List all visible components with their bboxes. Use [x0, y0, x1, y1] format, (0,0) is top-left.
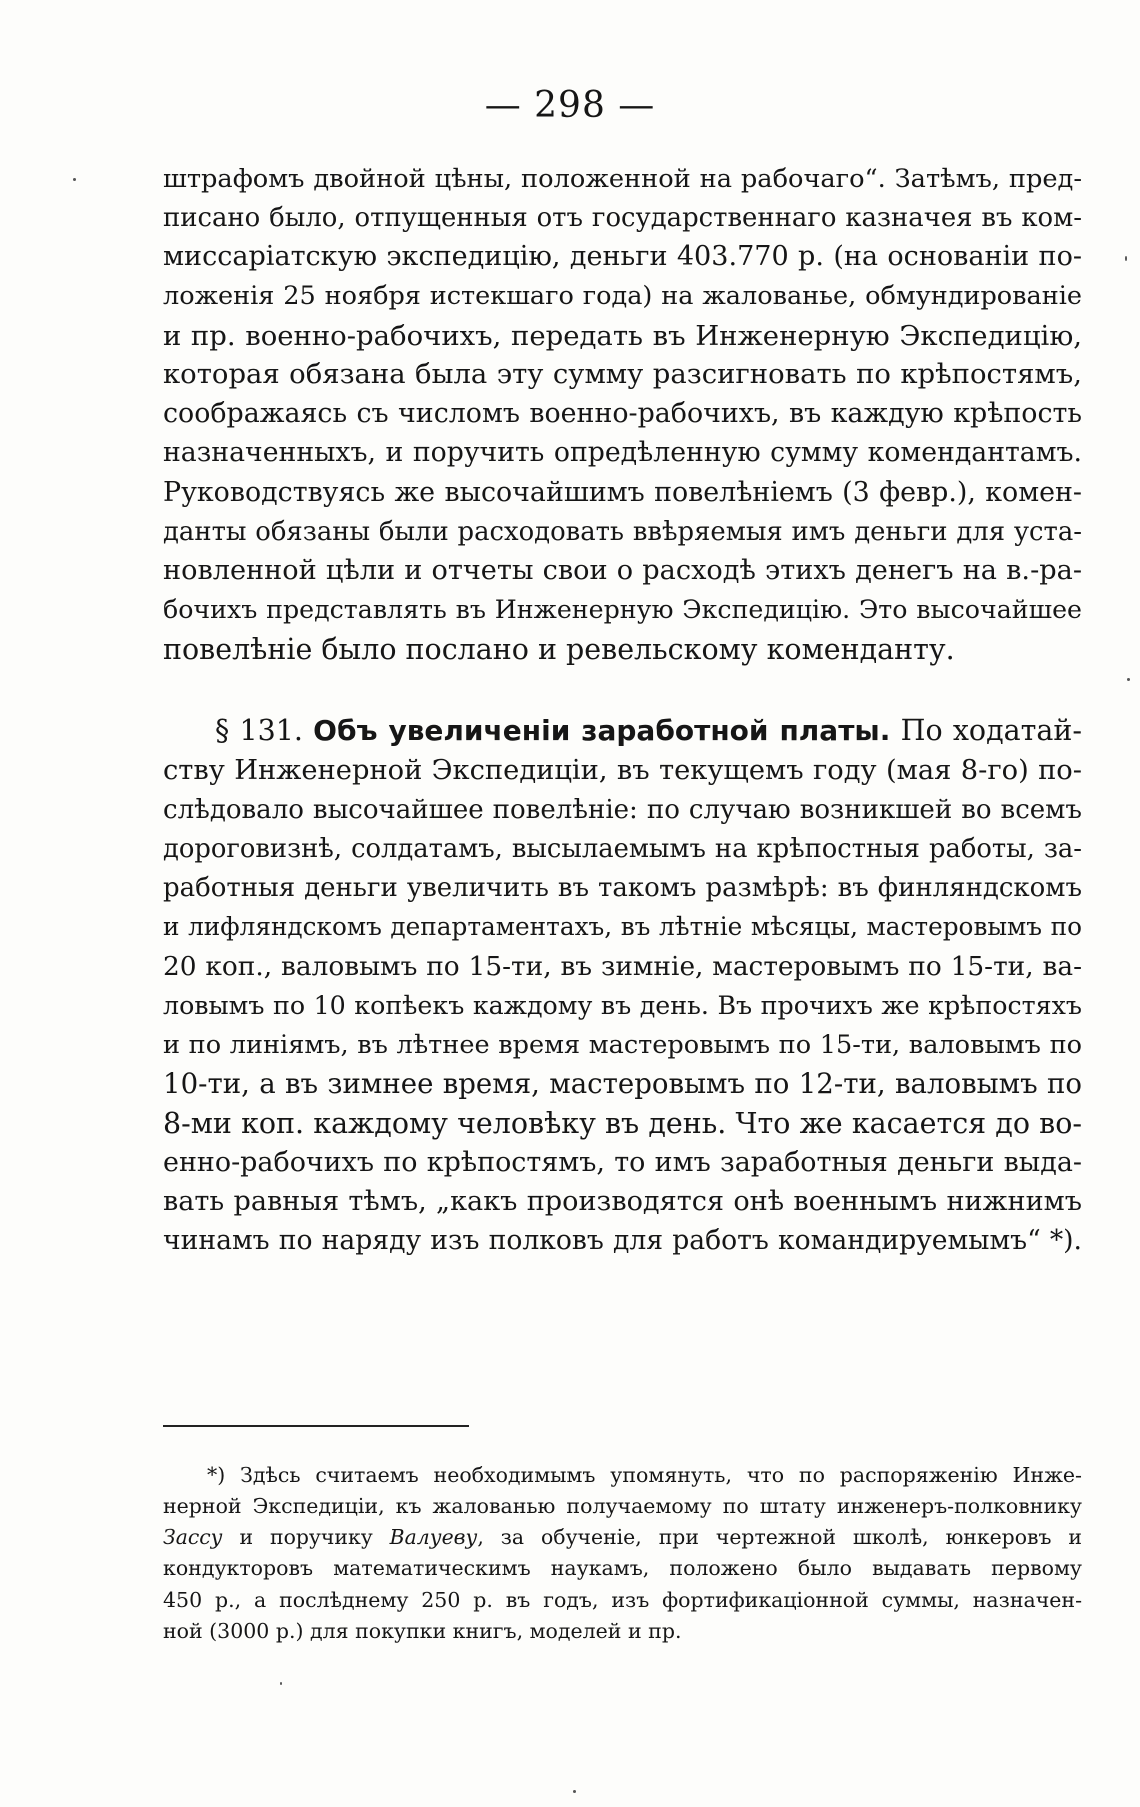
footnote-line: *) Здѣсь считаемъ необходимымъ упомянуть, что по распоряженію Инже- [207, 1463, 1082, 1487]
paper-speck [73, 178, 76, 181]
paper-speck [573, 1790, 576, 1793]
text-line: повелѣніе было послано и ревельскому коменданту. [163, 633, 955, 666]
text-line: писано было, отпущенныя отъ государственнаго казначея въ ком- [163, 203, 1082, 233]
text-line: и по линіямъ, въ лѣтнее время мастеровымъ по 15-ти, валовымъ по [163, 1030, 1082, 1060]
footnote-line [163, 1522, 1082, 1552]
text-line: бочихъ представлять въ Инженерную Экспедицію. Это высочайшее [163, 595, 1082, 624]
text-line: штрафомъ двойной цѣны, положенной на рабочаго“. Затѣмъ, пред- [163, 164, 1082, 194]
text-line: данты обязаны были расходовать ввѣряемыя имъ деньги для уста- [163, 517, 1082, 547]
text-line: ству Инженерной Экспедиціи, въ текущемъ году (мая 8-го) по- [163, 755, 1082, 786]
footnote-name-zass: Зассу [163, 1525, 223, 1549]
footnote-line: нерной Экспедиціи, къ жалованью получаемому по штату инженеръ-полковнику [163, 1494, 1082, 1518]
footnote-separator [163, 1425, 469, 1427]
section-heading-line [215, 711, 1082, 751]
text-line: чинамъ по наряду изъ полковъ для работъ командируемымъ“ *). [163, 1225, 1082, 1256]
page-number: — 298 — [484, 85, 656, 126]
footnote-line: 450 р., а послѣднему 250 р. въ годъ, изъ фортификаціонной суммы, назначен- [163, 1588, 1082, 1612]
text-line: которая обязана была эту сумму разсигновать по крѣпостямъ, [163, 359, 1082, 390]
text-line: 20 коп., валовымъ по 15-ти, въ зимніе, мастеровымъ по 15-ти, ва- [163, 952, 1082, 982]
paper-speck [1127, 678, 1130, 681]
text-line: назначенныхъ, и поручить опредѣленную сумму комендантамъ. [163, 437, 1082, 468]
section-number: § 131. [215, 714, 303, 747]
paper-speck [1125, 256, 1127, 261]
text-line: новленной цѣли и отчеты свои о расходѣ этихъ денегъ на в.-ра- [163, 555, 1082, 586]
footnote-text: , за обученіе, при чертежной школѣ, юнкеровъ и [477, 1525, 1082, 1549]
text-line: дороговизнѣ, солдатамъ, высылаемымъ на крѣпостныя работы, за- [163, 834, 1082, 864]
text-line: ложенія 25 ноября истекшаго года) на жалованье, обмундированіе [163, 281, 1082, 311]
footnote-line: кондукторовъ математическимъ наукамъ, положено было выдавать первому [163, 1556, 1082, 1580]
text-line: слѣдовало высочайшее повелѣніе: по случаю возникшей во всемъ [163, 795, 1082, 825]
text-line: соображаясь съ числомъ военно-рабочихъ, въ каждую крѣпость [163, 398, 1082, 429]
text-line: енно-рабочихъ по крѣпостямъ, то имъ заработныя деньги выда- [163, 1147, 1082, 1178]
footnote-text: и поручику [222, 1525, 390, 1549]
footnote-line: ной (3000 р.) для покупки книгъ, моделей и пр. [163, 1619, 682, 1643]
footnote-name-valuev: Валуеву [389, 1525, 478, 1549]
text-line: Руководствуясь же высочайшимъ повелѣніемъ (3 февр.), комен- [163, 477, 1082, 508]
text-line: и пр. военно-рабочихъ, передать въ Инженерную Экспедицію, [163, 320, 1082, 352]
text-line: ловымъ по 10 копѣекъ каждому въ день. Въ прочихъ же крѣпостяхъ [163, 991, 1082, 1020]
paper-speck [280, 1682, 282, 1685]
text-line: вать равныя тѣмъ, „какъ производятся онѣ военнымъ нижнимъ [163, 1186, 1082, 1217]
section-title: Объ увеличеніи заработной платы. [313, 714, 891, 747]
text-line: работныя деньги увеличить въ такомъ размѣрѣ: въ финляндскомъ [163, 873, 1082, 903]
text-line: миссаріатскую экспедицію, деньги 403.770 р. (на основаніи по- [163, 241, 1082, 272]
section-first-line-text: По ходатай- [900, 714, 1082, 747]
text-line: 8-ми коп. каждому человѣку въ день. Что же касается до во- [163, 1107, 1082, 1140]
text-line: 10-ти, а въ зимнее время, мастеровымъ по 12-ти, валовымъ по [163, 1067, 1082, 1100]
text-line: и лифляндскомъ департаментахъ, въ лѣтніе мѣсяцы, мастеровымъ по [163, 912, 1082, 941]
